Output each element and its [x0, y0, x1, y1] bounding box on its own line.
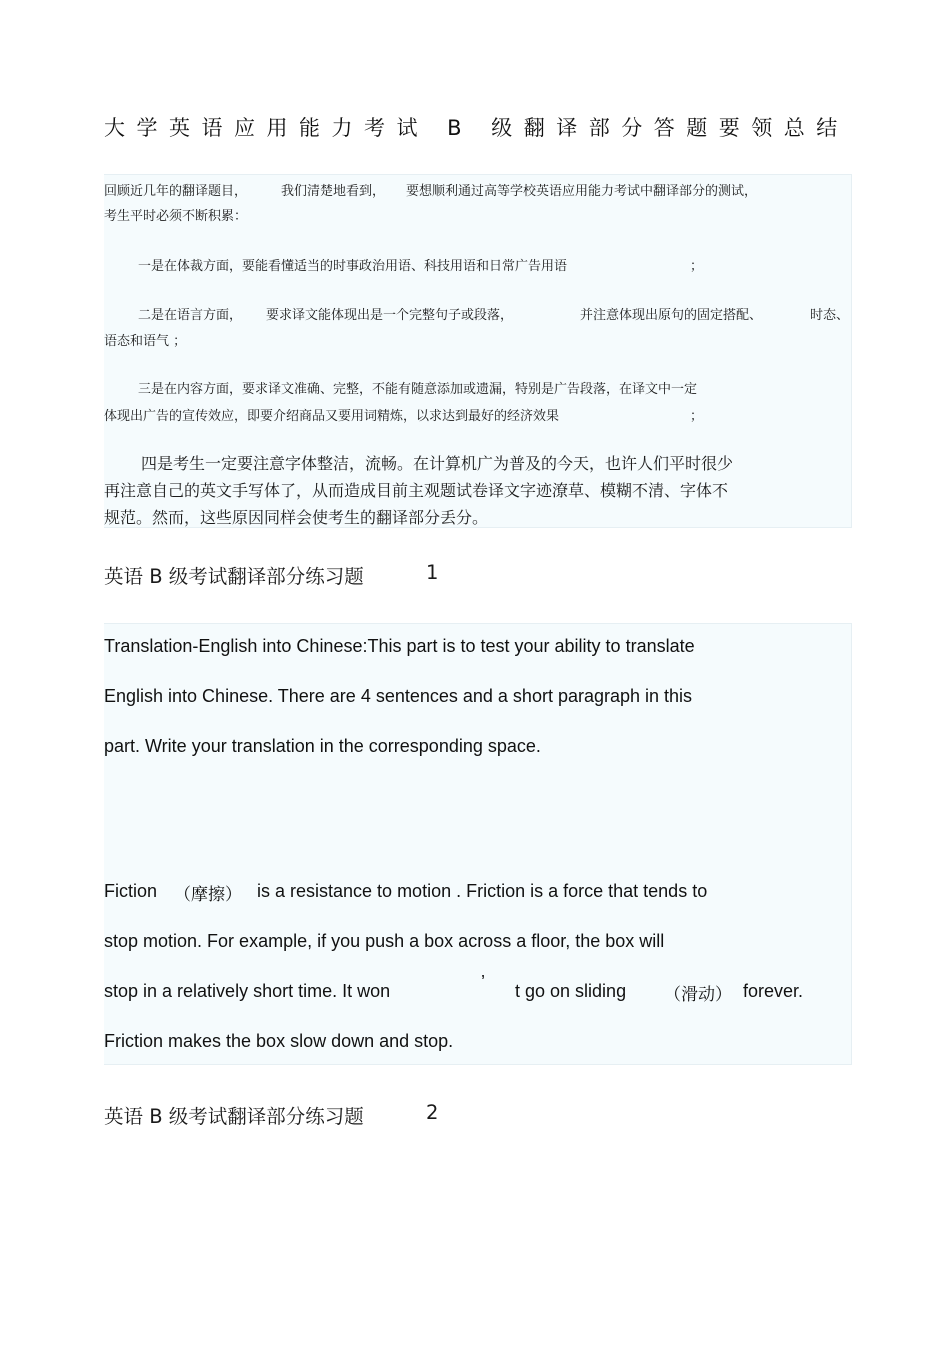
point-1-end: ； [690, 259, 704, 274]
intro-line1-b: 我们清楚地看到， [281, 184, 386, 199]
passage-line3-apostrophe: ’ [481, 972, 485, 992]
page-title: 大学英语应用能力考试 B 级翻译部分答题要领总结 [104, 116, 849, 140]
passage-line1-a: Fiction [104, 881, 158, 901]
point-3-line2: 体现出广告的宣传效应，即要介绍商品又要用词精炼，以求达到最好的经济效果 [104, 409, 560, 424]
passage-line1-b: （摩擦） [174, 885, 242, 905]
point-2-a: 二是在语言方面， [138, 308, 243, 323]
intro-line1-c: 要想顺利通过高等学校英语应用能力考试中翻译部分的测试， [406, 184, 758, 199]
intro-line1-a: 回顾近几年的翻译题目， [104, 184, 248, 199]
passage-line3-c: t go on sliding [515, 981, 627, 1001]
point-3-line1: 三是在内容方面，要求译文准确、完整，不能有随意添加或遗漏，特别是广告段落，在译文中一定 [138, 382, 698, 397]
section-2-number: 2 [426, 1101, 439, 1124]
passage-line3-a: stop in a relatively short time. It won [104, 981, 391, 1001]
point-4-line2: 再注意自己的英文手写体了，从而造成目前主观题试卷译文字迹潦草、模糊不清、字体不 [104, 481, 729, 500]
point-4-line1: 四是考生一定要注意字体整洁，流畅。在计算机广为普及的今天，也许人们平时很少 [141, 454, 734, 473]
instruction-line1: Translation-English into Chinese:This part is to test your ability to translate [104, 636, 695, 656]
intro-line2: 考生平时必须不断积累： [104, 209, 248, 224]
point-2-b: 要求译文能体现出是一个完整句子或段落， [266, 308, 514, 323]
point-2-c: 并注意体现出原句的固定搭配、 [580, 308, 763, 323]
section-1-number: 1 [426, 561, 439, 584]
point-2-d: 时态、 [810, 308, 850, 323]
point-1: 一是在体裁方面，要能看懂适当的时事政治用语、科技用语和日常广告用语 [138, 259, 568, 274]
point-4-line3: 规范。然而，这些原因同样会使考生的翻译部分丢分。 [104, 508, 489, 527]
passage-line2: stop motion. For example, if you push a box across a floor, the box will [104, 931, 665, 951]
point-2-line2: 语态和语气 ； [104, 334, 187, 349]
passage-line3-d: （滑动） [664, 985, 732, 1005]
point-3-end: ； [690, 409, 704, 424]
section-1-heading: 英语 B 级考试翻译部分练习题 [104, 565, 364, 588]
instruction-line3: part. Write your translation in the corresponding space. [104, 736, 541, 756]
tips-panel [104, 174, 852, 528]
passage-line3-e: forever. [743, 981, 804, 1001]
passage-line1-c: is a resistance to motion . Friction is a force that tends to [257, 881, 708, 901]
section-2-heading: 英语 B 级考试翻译部分练习题 [104, 1105, 364, 1128]
passage-line4: Friction makes the box slow down and stop. [104, 1031, 454, 1051]
instruction-line2: English into Chinese. There are 4 sentences and a short paragraph in this [104, 686, 693, 706]
